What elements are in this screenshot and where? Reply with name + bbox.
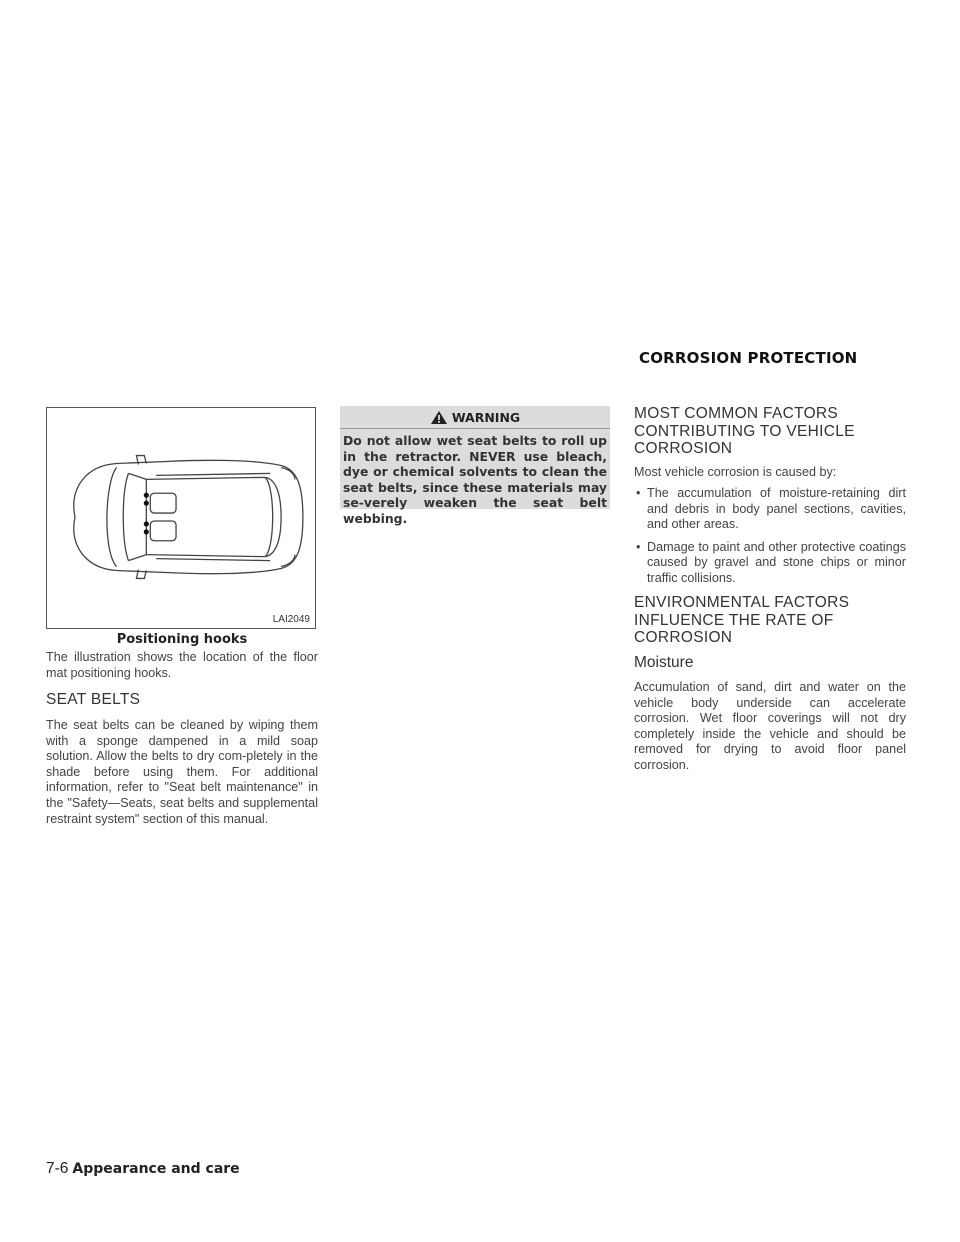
page-footer: [46, 1160, 240, 1178]
figure-intro-text: The illustration shows the location of the floor mat positioning hooks.: [46, 650, 318, 680]
warning-header: [340, 406, 610, 429]
figure-code: LAI2049: [272, 614, 310, 625]
factors-intro: Most vehicle corrosion is caused by:: [634, 465, 837, 479]
moisture-text: Accumulation of sand, dirt and water on the vehicle body underside can accelerate corrosion. Wet floor coverings will not dry completely inside the vehicle and should be removed for drying to avoid floor panel corrosion.: [634, 680, 906, 772]
seat-belts-heading: SEAT BELTS: [46, 691, 141, 708]
list-item: • Damage to paint and other protective coatings caused by gravel and stone chips or minor traffic collisions.: [634, 540, 906, 587]
factors-heading: MOST COMMON FACTORS CONTRIBUTING TO VEHICLE CORROSION: [634, 405, 855, 457]
car-top-view-illustration: [47, 408, 315, 628]
section-header: CORROSION PROTECTION: [639, 349, 858, 367]
environmental-factors-heading: ENVIRONMENTAL FACTORS INFLUENCE THE RATE OF CORROSION: [634, 594, 850, 646]
factors-list: [634, 486, 906, 587]
moisture-heading: Moisture: [634, 654, 694, 671]
warning-triangle-icon: [430, 410, 448, 425]
chapter-title: Appearance and care: [72, 1161, 240, 1177]
warning-box: [340, 406, 610, 526]
seat-belts-text: The seat belts can be cleaned by wiping them with a sponge dampened in a mild soap solution. Allow the belts to dry com-pletely in the shade before using them. For additional information, refer to "Seat belt maintenance" in the "Safety—Seats, seat belts and supplemental restraint system" section of this manual.: [46, 718, 318, 826]
warning-text: Do not allow wet seat belts to roll up in the retractor. NEVER use bleach, dye or chemical solvents to clean the seat belts, since these materials may se-verely weaken the seat belt webbing.: [343, 433, 607, 526]
car-top-view-figure: [46, 407, 316, 629]
warning-title: WARNING: [451, 409, 521, 425]
list-item: • The accumulation of moisture-retaining dirt and debris in body panel sections, cavities, and other areas.: [634, 486, 906, 533]
figure-caption: Positioning hooks: [116, 632, 248, 647]
page-number: 7-6: [46, 1160, 69, 1177]
